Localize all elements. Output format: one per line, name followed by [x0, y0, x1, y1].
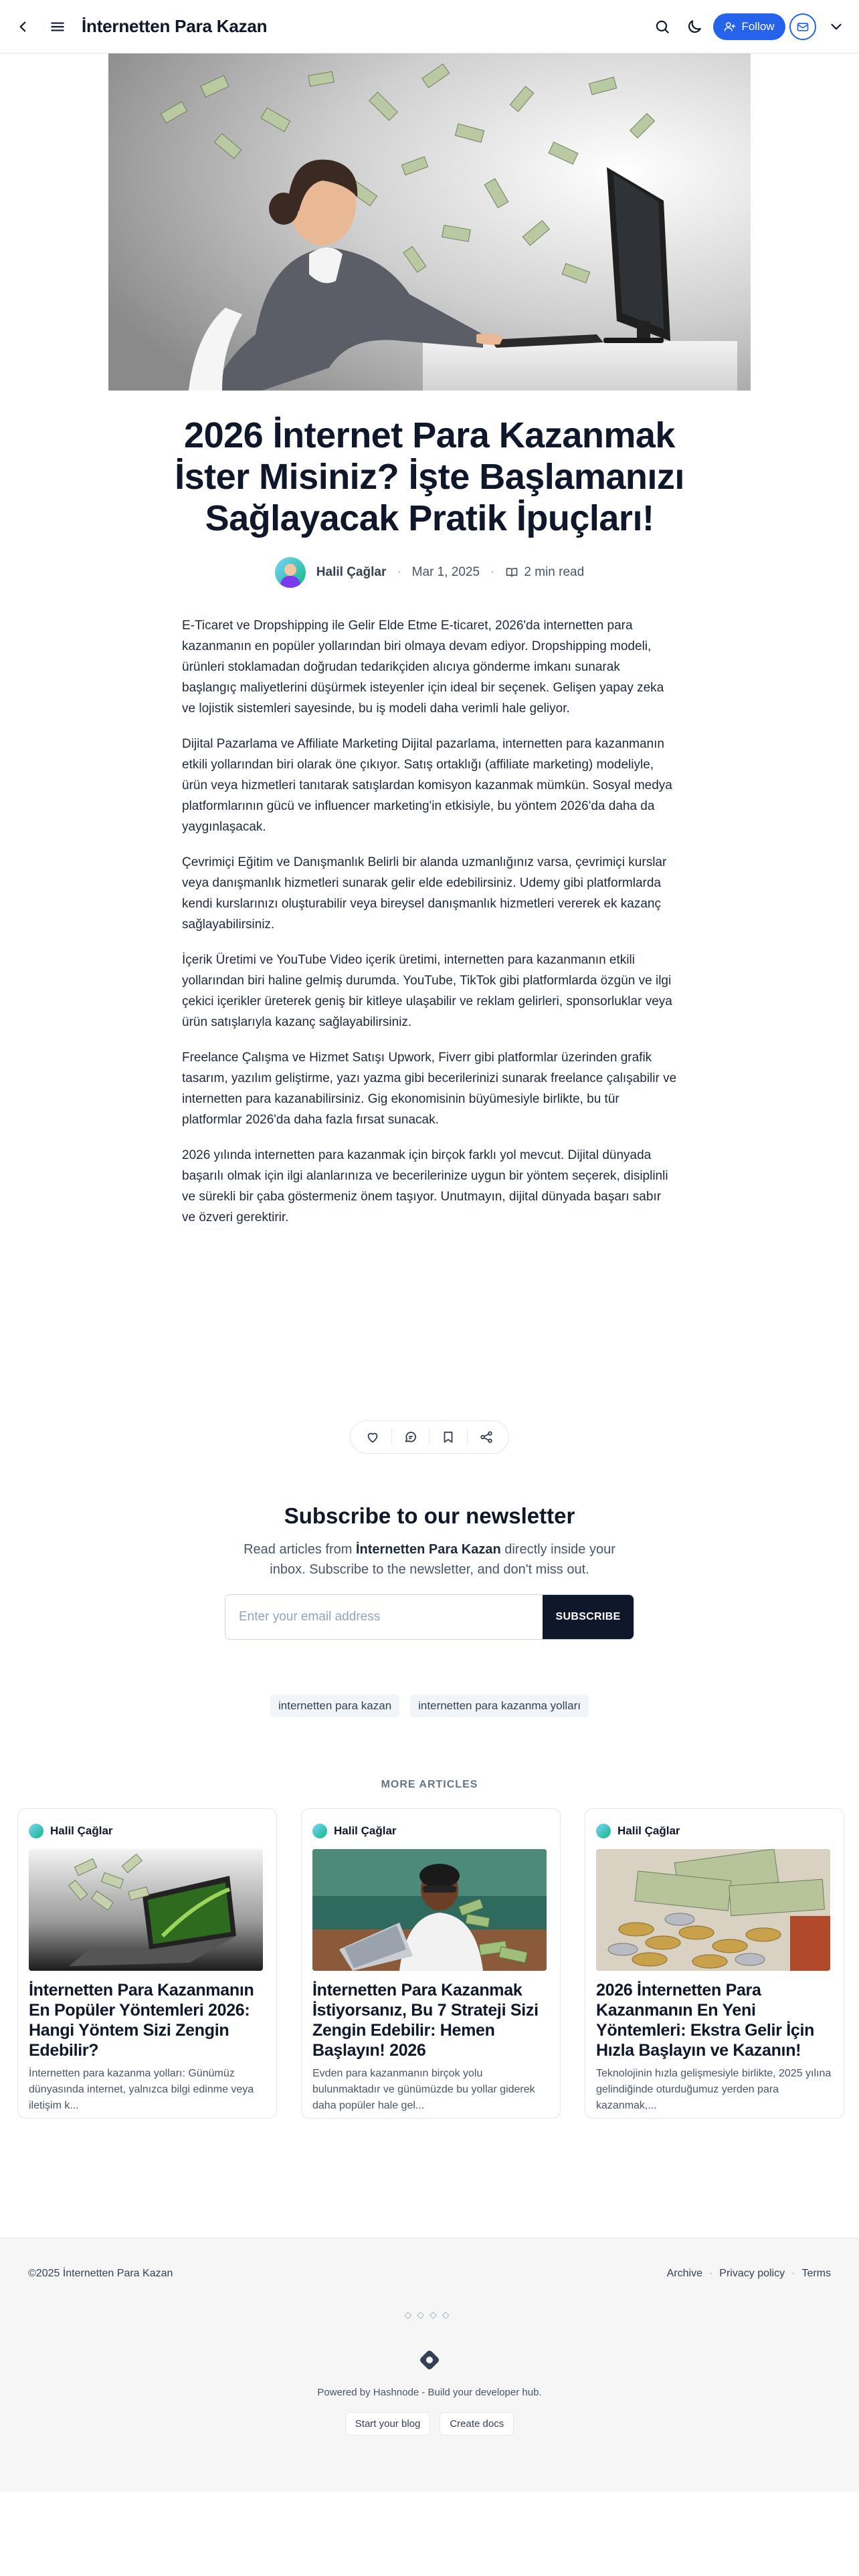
copyright: ©2025 İnternetten Para Kazan	[28, 2268, 173, 2279]
paragraph: Dijital Pazarlama ve Affiliate Marketing Dijital pazarlama, internetten para kazanmanın etkili yollarından biri olarak öne çıkıyor. Satış ortaklığı (affiliate marketing) modeliyle, ürün veya hizmetleri tanıtarak satışlardan komisyon kazanmak mümkün. Sosyal medya platformlarının gücü ve influencer marketing'in etkisiyle, bu yöntem 2026'da daha da yaygınlaşacak.	[182, 737, 672, 834]
card-author-avatar	[29, 1824, 43, 1838]
subscribe-button[interactable]: SUBSCRIBE	[543, 1595, 634, 1639]
divider	[467, 1429, 468, 1445]
card-title[interactable]: İnternetten Para Kazanmak İstiyorsanız, Bu 7 Strateji Sizi Zengin Edebilir: Hemen Başlayın! 2026	[312, 1981, 539, 2060]
footer-link-archive[interactable]: Archive	[666, 2268, 702, 2279]
card-excerpt: İnternetten para kazanma yolları: Günümüz dünyasında internet, yalnızca bilgi edinme veya iletişim k...	[29, 2068, 254, 2111]
laptop-money-illustration	[29, 1849, 263, 1971]
bookmark-icon	[441, 1430, 456, 1444]
top-navbar	[0, 0, 859, 53]
card-thumbnail[interactable]	[596, 1849, 830, 1971]
card-author-name: Halil Çağlar	[617, 1824, 680, 1837]
meta-separator: ·	[397, 565, 401, 579]
man-with-cash-illustration	[312, 1849, 547, 1971]
card-author-name: Halil Çağlar	[50, 1824, 113, 1837]
more-options-button[interactable]	[823, 13, 850, 40]
card-author	[596, 1820, 833, 1842]
tag[interactable]: internetten para kazanma yolları	[410, 1695, 589, 1717]
paragraph: Freelance Çalışma ve Hizmet Satışı Upwork, Fiverr gibi platformlar üzerinden grafik tasarım, yazılım geliştirme, yazı yazma gibi becerilerinizi sunarak freelance çalışabilir ve internetten para kazanabilirsiniz. Gig ekonomisinin büyümesiyle birlikte, bu tür platformlar 2026'da daha fazla fırsat sunacak.	[182, 1051, 677, 1127]
paragraph: E-Ticaret ve Dropshipping ile Gelir Elde Etme E-ticaret, 2026'da internetten para kazanmanın en popüler yollarından biri olmaya devam ediyor. Dropshipping modeli, ürünleri stoklamadan doğrudan tedarikçiden alıcıya gönderme imkanı sunarak başlangıç maliyetlerini düşürmek isteyenler için ideal bir seçenek. Gelişen yapay zeka ve lojistik sistemleri sayesinde, bu iş modeli daha verimli hale geliyor.	[182, 619, 664, 716]
bookmark-button[interactable]	[438, 1427, 458, 1447]
book-open-icon	[505, 566, 518, 579]
card-title[interactable]: 2026 İnternetten Para Kazanmanın En Yeni Yöntemleri: Ekstra Gelir İçin Hızla Başlayın ve Kazanın!	[596, 1981, 815, 2060]
link-separator: ·	[791, 2268, 795, 2279]
article-body	[182, 615, 677, 1243]
footer	[0, 2238, 859, 2492]
card-title[interactable]: İnternetten Para Kazanmanın En Popüler Yöntemleri 2026: Hangi Yöntem Sizi Zengin Edebilir?	[29, 1981, 254, 2060]
search-icon	[654, 18, 671, 35]
theme-toggle-button[interactable]	[681, 13, 708, 40]
article-card[interactable]	[585, 1808, 844, 2119]
card-thumbnail[interactable]	[29, 1849, 263, 1971]
share-icon	[479, 1430, 494, 1444]
money-coins-illustration	[596, 1849, 830, 1971]
paragraph: İçerik Üretimi ve YouTube Video içerik üretimi, internetten para kazanmanın etkili yollarından biri haline gelmiş durumda. YouTube, TikTok gibi platformlarda özgün ve ilgi çekici içerikler üreterek geniş bir kitleye ulaşabilir ve reklam gelirleri, sponsorluklar veya ürün satışlarıyla kazanç sağlayabilirsiniz.	[182, 953, 672, 1029]
paragraph: 2026 yılında internetten para kazanmak için birçok farklı yol mevcut. Dijital dünyada başarılı olmak için ilgi alanlarınıza ve becerilerinize uygun bir yöntem seçerek, disiplinli ve sürekli bir çaba göstermeniz önem taşıyor. Unutmayın, dijital dünyada başarı sabır ve özveri gerektirir.	[182, 1148, 668, 1224]
search-button[interactable]	[649, 13, 676, 40]
card-author	[312, 1820, 549, 1842]
reactions-bar	[350, 1420, 509, 1454]
newsletter-desc-prefix: Read articles from	[244, 1542, 356, 1557]
read-time-label: 2 min read	[524, 565, 585, 579]
footer-link-terms[interactable]: Terms	[801, 2268, 831, 2279]
post-meta	[0, 556, 859, 588]
footer-buttons	[0, 2412, 859, 2436]
divider	[429, 1429, 430, 1445]
card-author-avatar	[596, 1824, 611, 1838]
tag[interactable]: internetten para kazan	[270, 1695, 399, 1717]
moon-icon	[686, 18, 703, 35]
card-author-name: Halil Çağlar	[334, 1824, 397, 1837]
follow-button[interactable]	[713, 13, 785, 40]
newsletter-desc-blog: İnternetten Para Kazan	[355, 1542, 501, 1557]
tag-list	[0, 1695, 859, 1717]
newsletter-button[interactable]	[789, 13, 816, 40]
share-button[interactable]	[476, 1427, 496, 1447]
author-avatar[interactable]	[275, 557, 306, 588]
link-separator: ·	[708, 2268, 713, 2279]
newsletter-desc-suffix: directly inside your inbox. Subscribe to the newsletter, and don't miss out.	[270, 1542, 615, 1577]
newsletter-form	[225, 1594, 634, 1640]
card-thumbnail[interactable]	[312, 1849, 547, 1971]
user-plus-icon	[724, 21, 736, 33]
card-author	[29, 1820, 266, 1842]
start-blog-button[interactable]: Start your blog	[345, 2412, 431, 2436]
cover-illustration	[108, 53, 751, 391]
card-excerpt: Evden para kazanmanın birçok yolu bulunmaktadır ve günümüzde bu yollar giderek daha popüler hale gel...	[312, 2068, 535, 2111]
powered-by[interactable]: Powered by Hashnode - Build your developer hub.	[317, 2387, 542, 2398]
heart-icon	[365, 1430, 380, 1444]
footer-links	[667, 2268, 831, 2280]
menu-icon	[49, 18, 66, 35]
post-title: 2026 İnternet Para Kazanmak İster Misiniz? İşte Başlamanızı Sağlayacak Pratik İpuçları!	[175, 415, 684, 538]
newsletter-description	[229, 1539, 630, 1580]
author-name[interactable]: Halil Çağlar	[316, 565, 387, 579]
comment-icon	[403, 1430, 418, 1444]
paragraph: Çevrimiçi Eğitim ve Danışmanlık Belirli bir alanda uzmanlığınız varsa, çevrimiçi kurslar veya danışmanlık hizmetleri sunarak gelir elde edebilirsiniz. Udemy gibi platformlarda kendi kurslarınızı oluşturabilir veya bireysel danışmanlık hizmetleri vererek ek kazanç sağlayabilirsiniz.	[182, 855, 667, 932]
footer-divider: ◇◇◇◇	[404, 2309, 455, 2320]
post-date: Mar 1, 2025	[411, 565, 480, 579]
article-card[interactable]	[17, 1808, 277, 2119]
card-excerpt: Teknolojinin hızla gelişmesiyle birlikte, 2025 yılına gelindiğinde oturduğumuz yerden para kazanmak,...	[596, 2068, 832, 2111]
like-button[interactable]	[363, 1427, 383, 1447]
footer-link-privacy[interactable]: Privacy policy	[719, 2268, 785, 2279]
chevron-left-icon	[14, 18, 31, 35]
divider	[391, 1429, 392, 1445]
menu-button[interactable]	[44, 13, 71, 40]
chevron-down-icon	[828, 18, 845, 35]
newsletter-title: Subscribe to our newsletter	[284, 1503, 575, 1528]
hashnode-logo-icon[interactable]	[419, 2349, 440, 2371]
blog-title[interactable]: İnternetten Para Kazan	[82, 16, 268, 36]
follow-label: Follow	[741, 20, 775, 33]
comment-button[interactable]	[401, 1427, 421, 1447]
email-input[interactable]	[225, 1595, 543, 1639]
card-author-avatar	[312, 1824, 327, 1838]
back-button[interactable]	[9, 13, 36, 40]
article-card[interactable]	[301, 1808, 561, 2119]
mail-icon	[796, 20, 809, 33]
more-articles-label: MORE ARTICLES	[381, 1779, 478, 1790]
meta-separator: ·	[490, 565, 495, 579]
read-time	[505, 565, 584, 580]
cover-image	[108, 53, 751, 391]
create-docs-button[interactable]: Create docs	[440, 2412, 514, 2436]
